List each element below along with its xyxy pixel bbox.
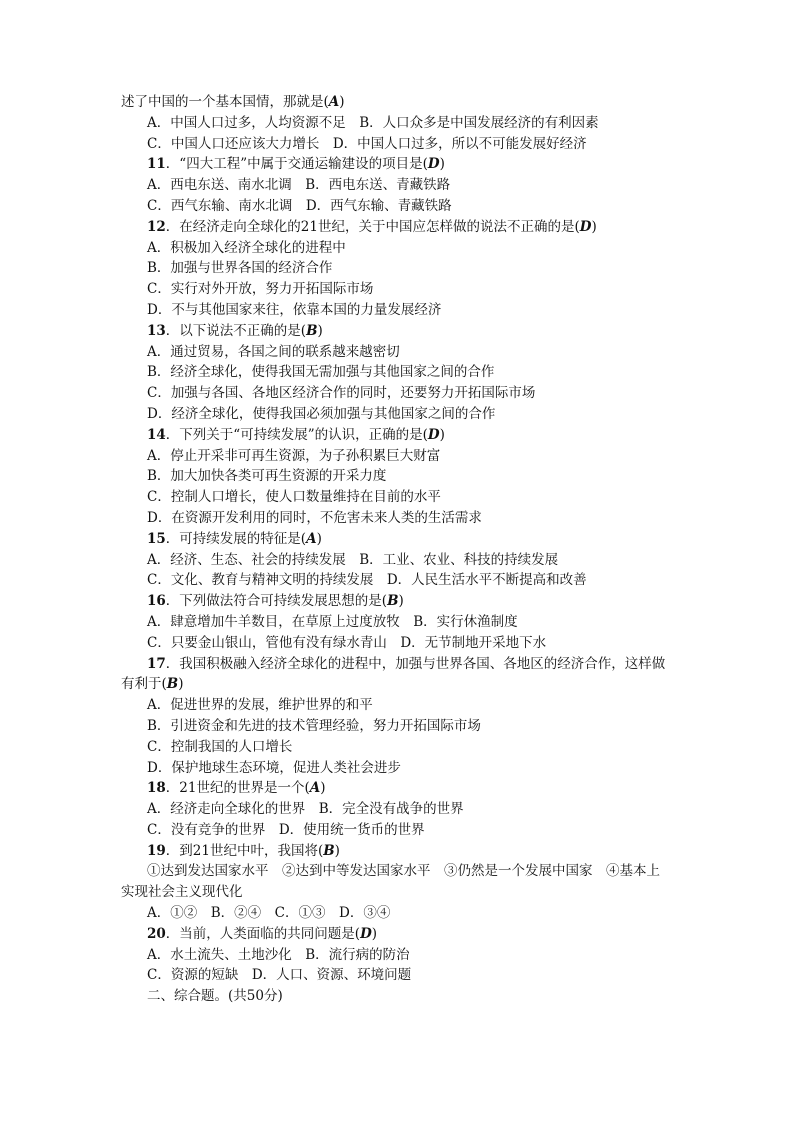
text-line [0,986,794,1007]
text-line [0,113,794,134]
answer-letter: A [309,780,321,797]
line-text: ．21世纪的世界是一个( [165,780,310,797]
answer-letter: A [328,94,340,110]
question-number: 15 [147,530,166,547]
question-line [0,591,794,612]
text-line [0,258,794,279]
text-line [0,570,794,591]
text-line [0,404,794,425]
text-line [0,383,794,404]
closing-paren: ) [439,426,445,443]
answer-letter: D [579,218,592,235]
question-line [0,529,794,550]
line-text: ．以下说法不正确的是( [165,322,307,339]
answer-letter: B [166,676,179,693]
line-text: C．实行对外开放，努力开拓国际市场 [147,281,374,298]
line-text: A．促进世界的发展，维护世界的和平 [147,697,373,714]
line-text: C．西气东输、南水北调 D．西气东输、青藏铁路 [147,197,452,214]
question-number: 12 [147,218,166,235]
question-line [0,217,794,238]
text-line [0,362,794,383]
line-text: ．“四大工程”中属于交通运输建设的项目是( [165,156,428,173]
line-text: A．通过贸易，各国之间的联系越来越密切 [147,343,400,360]
line-text: ．当前，人类面临的共同问题是( [165,925,361,942]
line-text: A．中国人口过多，人均资源不足 B．人口众多是中国发展经济的有利因素 [147,114,599,131]
answer-letter: B [306,322,318,339]
text-line [0,92,794,113]
text-line [0,238,794,259]
question-number: 14 [147,426,166,443]
text-line [0,965,794,986]
text-line [0,861,794,882]
text-line [0,508,794,529]
question-line [0,924,794,945]
line-text: A．积极加入经济全球化的进程中 [147,239,346,256]
closing-paren: ) [320,780,326,797]
answer-letter: B [387,593,399,610]
line-text: ．我国积极融入经济全球化的进程中，加强与世界各国、各地区的经济合作，这样做 [165,655,666,672]
line-text: A．西电东送、南水北调 B．西电东送、青藏铁路 [147,177,451,194]
question-number: 13 [147,322,166,339]
text-line [0,903,794,924]
line-text: A．经济、生态、社会的持续发展 B．工业、农业、科技的持续发展 [147,551,559,568]
text-line [0,695,794,716]
line-text: ．在经济走向全球化的21世纪，关于中国应怎样做的说法不正确的是( [165,218,580,235]
line-text: D．不与其他国家来往，依靠本国的力量发展经济 [147,301,442,318]
line-text: C．控制我国的人口增长 [147,738,293,755]
question-number: 16 [147,593,166,610]
closing-paren: ) [591,218,597,235]
line-text: D．在资源开发利用的同时，不危害未来人类的生活需求 [147,509,482,526]
line-text: B．加大加快各类可再生资源的开采力度 [147,468,387,485]
line-text: B．引进资金和先进的技术管理经验，努力开拓国际市场 [147,717,481,734]
line-text: ．下列关于“可持续发展”的认识，正确的是( [165,426,428,443]
closing-paren: ) [317,322,323,339]
line-text: C．中国人口还应该大力增长 D．中国人口过多，所以不可能发展好经济 [147,135,587,152]
text-line [0,300,794,321]
line-text: A．经济走向全球化的世界 B．完全没有战争的世界 [147,801,464,818]
line-text: C．加强与各国、各地区经济合作的同时，还要努力开拓国际市场 [147,385,536,402]
question-number: 18 [147,780,166,797]
text-line [0,820,794,841]
question-line [0,154,794,175]
line-text: A．①② B．②④ C．①③ D．③④ [147,905,391,922]
line-text: 述了中国的一个基本国情，那就是( [121,94,329,110]
text-line [0,134,794,155]
answer-letter: D [360,925,372,942]
question-line [0,841,794,862]
line-text: C．没有竞争的世界 D．使用统一货币的世界 [147,821,425,838]
question-number: 19 [147,842,166,859]
text-line [0,342,794,363]
text-line [0,882,794,903]
text-line [0,633,794,654]
line-text: 二、综合题。(共50分) [147,988,283,1005]
text-line [0,175,794,196]
question-line [0,654,794,675]
text-line [0,716,794,737]
line-text: C．只要金山银山，管他有没有绿水青山 D．无节制地开采地下水 [147,634,547,651]
line-text: B．经济全球化，使得我国无需加强与其他国家之间的合作 [147,364,495,381]
question-line [0,321,794,342]
question-number: 17 [147,655,166,672]
answer-letter: A [306,530,317,547]
line-text: C．控制人口增长，使人口数量维持在目前的水平 [147,489,441,506]
line-text: A．停止开采非可再生资源，为子孙积累巨大财富 [147,447,441,464]
line-text: ．下列做法符合可持续发展思想的是( [165,593,388,610]
text-line [0,279,794,300]
question-line [0,778,794,799]
question-number: 20 [147,925,166,942]
closing-paren: ) [371,925,378,942]
question-line [0,425,794,446]
text-line [0,196,794,217]
closing-paren: ) [339,94,345,110]
text-line [0,737,794,758]
line-text: A．水土流失、土地沙化 B．流行病的防治 [147,946,410,963]
line-text: ．可持续发展的特征是( [165,530,307,547]
answer-letter: B [323,842,335,859]
line-text: A．肆意增加牛羊数目，在草原上过度放牧 B．实行休渔制度 [147,613,518,630]
closing-paren: ) [178,676,184,693]
text-line [0,466,794,487]
text-line [0,945,794,966]
exam-content [0,92,794,1007]
text-line [0,550,794,571]
text-line [0,612,794,633]
closing-paren: ) [439,156,445,173]
answer-letter: D [427,156,440,173]
answer-letter: D [427,426,440,443]
line-text: 有利于( [121,676,167,693]
closing-paren: ) [316,530,322,547]
text-line [0,674,794,695]
line-text: ①达到发达国家水平 ②达到中等发达国家水平 ③仍然是一个发展中国家 ④基本上 [147,863,660,880]
closing-paren: ) [334,842,340,859]
text-line [0,758,794,779]
line-text: C．资源的短缺 D．人口、资源、环境问题 [147,967,412,984]
line-text: C．文化、教育与精神文明的持续发展 D．人民生活水平不断提高和改善 [147,572,587,589]
text-line [0,446,794,467]
line-text: ．到21世纪中叶，我国将( [165,842,324,859]
closing-paren: ) [398,593,404,610]
text-line [0,487,794,508]
line-text: D．经济全球化，使得我国必须加强与其他国家之间的合作 [147,405,496,422]
question-number: 11 [147,156,166,173]
line-text: B．加强与世界各国的经济合作 [147,260,333,277]
line-text: 实现社会主义现代化 [121,884,243,901]
text-line [0,799,794,820]
line-text: D．保护地球生态环境，促进人类社会进步 [147,759,401,776]
